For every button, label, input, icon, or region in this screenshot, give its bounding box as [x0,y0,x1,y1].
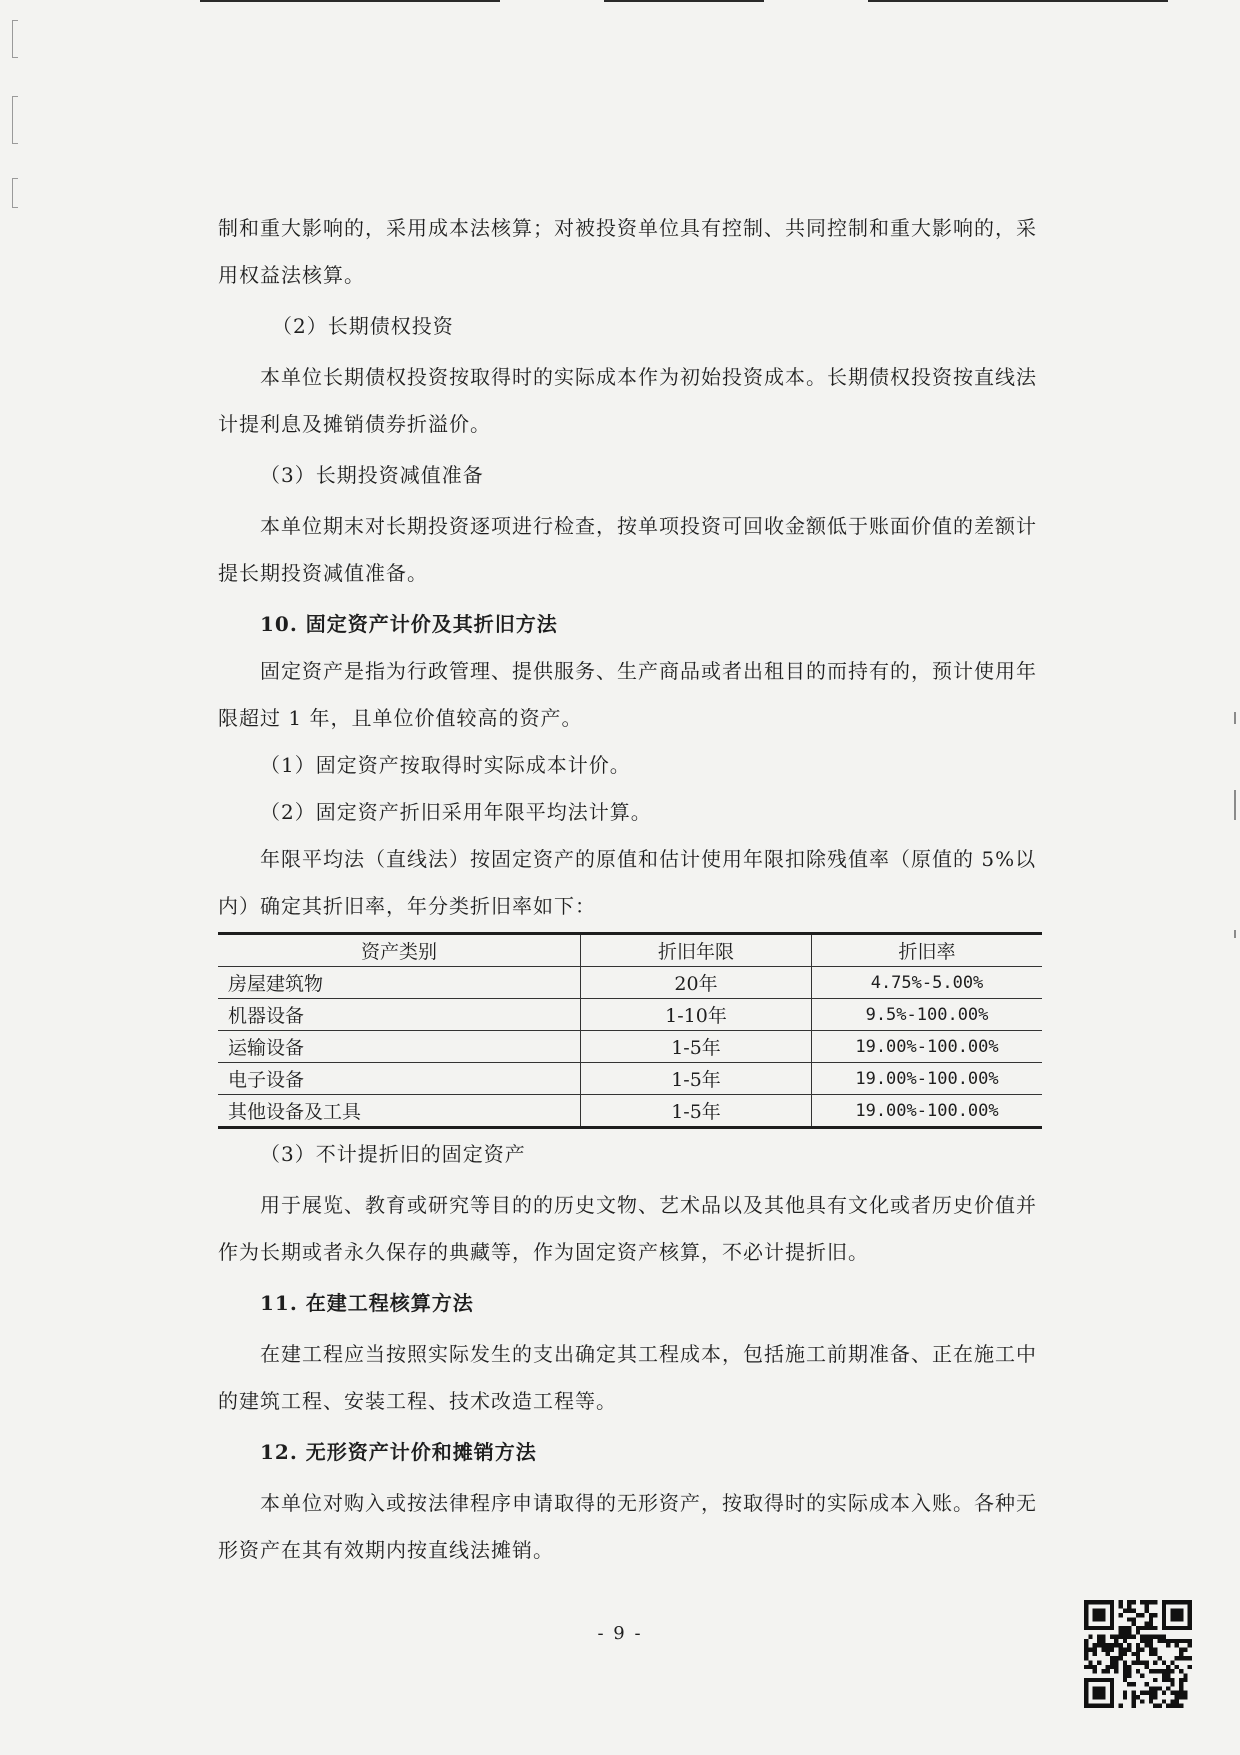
paragraph: （3）不计提折旧的固定资产 [260,1142,526,1166]
section-heading: 11. 在建工程核算方法 [260,1291,474,1315]
paragraph: 制和重大影响的，采用成本法核算；对被投资单位具有控制、共同控制和重大影响的，采用权益法核算。 [218,216,1037,287]
depreciation-rate-cell: 19.00%-100.00% [812,1031,1043,1063]
paragraph: 用于展览、教育或研究等目的的历史文物、艺术品以及其他具有文化或者历史价值并作为长期或者永久保存的典藏等，作为固定资产核算，不必计提折旧。 [218,1193,1037,1264]
scan-speck [1234,930,1236,938]
qr-code [1084,1600,1192,1708]
paragraph: （3）长期投资减值准备 [260,463,484,487]
depreciation-table [218,932,1042,1129]
paragraph: 年限平均法（直线法）按固定资产的原值和估计使用年限扣除残值率（原值的 5%以内）确定其折旧率，年分类折旧率如下： [218,847,1037,918]
paragraphs-before-table [218,205,1040,930]
table-row [218,1031,1042,1063]
table-header-cell: 折旧率 [812,934,1043,967]
paragraph: 本单位期末对长期投资逐项进行检查，按单项投资可回收金额低于账面价值的差额计提长期投资减值准备。 [218,514,1037,585]
scan-speck [1234,712,1236,724]
table-row [218,1063,1042,1095]
document-body [218,205,1040,1574]
scan-top-rule-mid [604,0,764,2]
paragraph: 在建工程应当按照实际发生的支出确定其工程成本，包括施工前期准备、正在施工中的建筑工程、安装工程、技术改造工程等。 [218,1342,1037,1413]
depreciation-rate-cell: 19.00%-100.00% [812,1095,1043,1128]
depreciation-rate-cell: 19.00%-100.00% [812,1063,1043,1095]
paragraph: 本单位对购入或按法律程序申请取得的无形资产，按取得时的实际成本入账。各种无形资产在其有效期内按直线法摊销。 [218,1491,1037,1562]
useful-life-cell: 1-5年 [581,1031,812,1063]
scan-edge-mark [12,178,18,208]
paragraphs-after-table [218,1131,1040,1574]
asset-category-cell: 电子设备 [218,1063,581,1095]
asset-category-cell: 运输设备 [218,1031,581,1063]
paragraph: （2）长期债权投资 [272,314,454,338]
scan-top-rule-right [868,0,1168,2]
useful-life-cell: 1-5年 [581,1063,812,1095]
table-row [218,967,1042,999]
useful-life-cell: 1-10年 [581,999,812,1031]
table-row [218,1095,1042,1128]
table-header-cell: 折旧年限 [581,934,812,967]
asset-category-cell: 房屋建筑物 [218,967,581,999]
page-number: - 9 - [597,1623,643,1644]
useful-life-cell: 20年 [581,967,812,999]
table-header-cell: 资产类别 [218,934,581,967]
depreciation-rate-cell: 9.5%-100.00% [812,999,1043,1031]
scan-edge-mark [12,96,18,144]
scan-speck [1234,790,1236,820]
useful-life-cell: 1-5年 [581,1095,812,1128]
asset-category-cell: 机器设备 [218,999,581,1031]
depreciation-rate-cell: 4.75%-5.00% [812,967,1043,999]
section-heading: 12. 无形资产计价和摊销方法 [260,1440,537,1464]
table-header-row [218,934,1042,967]
section-heading: 10. 固定资产计价及其折旧方法 [260,612,558,636]
scan-top-rule-left [200,0,500,2]
paragraph: 本单位长期债权投资按取得时的实际成本作为初始投资成本。长期债权投资按直线法计提利息及摊销债券折溢价。 [218,365,1037,436]
paragraph: 固定资产是指为行政管理、提供服务、生产商品或者出租目的而持有的，预计使用年限超过 1 年，且单位价值较高的资产。 [218,659,1037,730]
paragraph: （1）固定资产按取得时实际成本计价。 [260,753,631,777]
paragraph: （2）固定资产折旧采用年限平均法计算。 [260,800,652,824]
scan-edge-mark [12,20,18,58]
asset-category-cell: 其他设备及工具 [218,1095,581,1128]
table-row [218,999,1042,1031]
